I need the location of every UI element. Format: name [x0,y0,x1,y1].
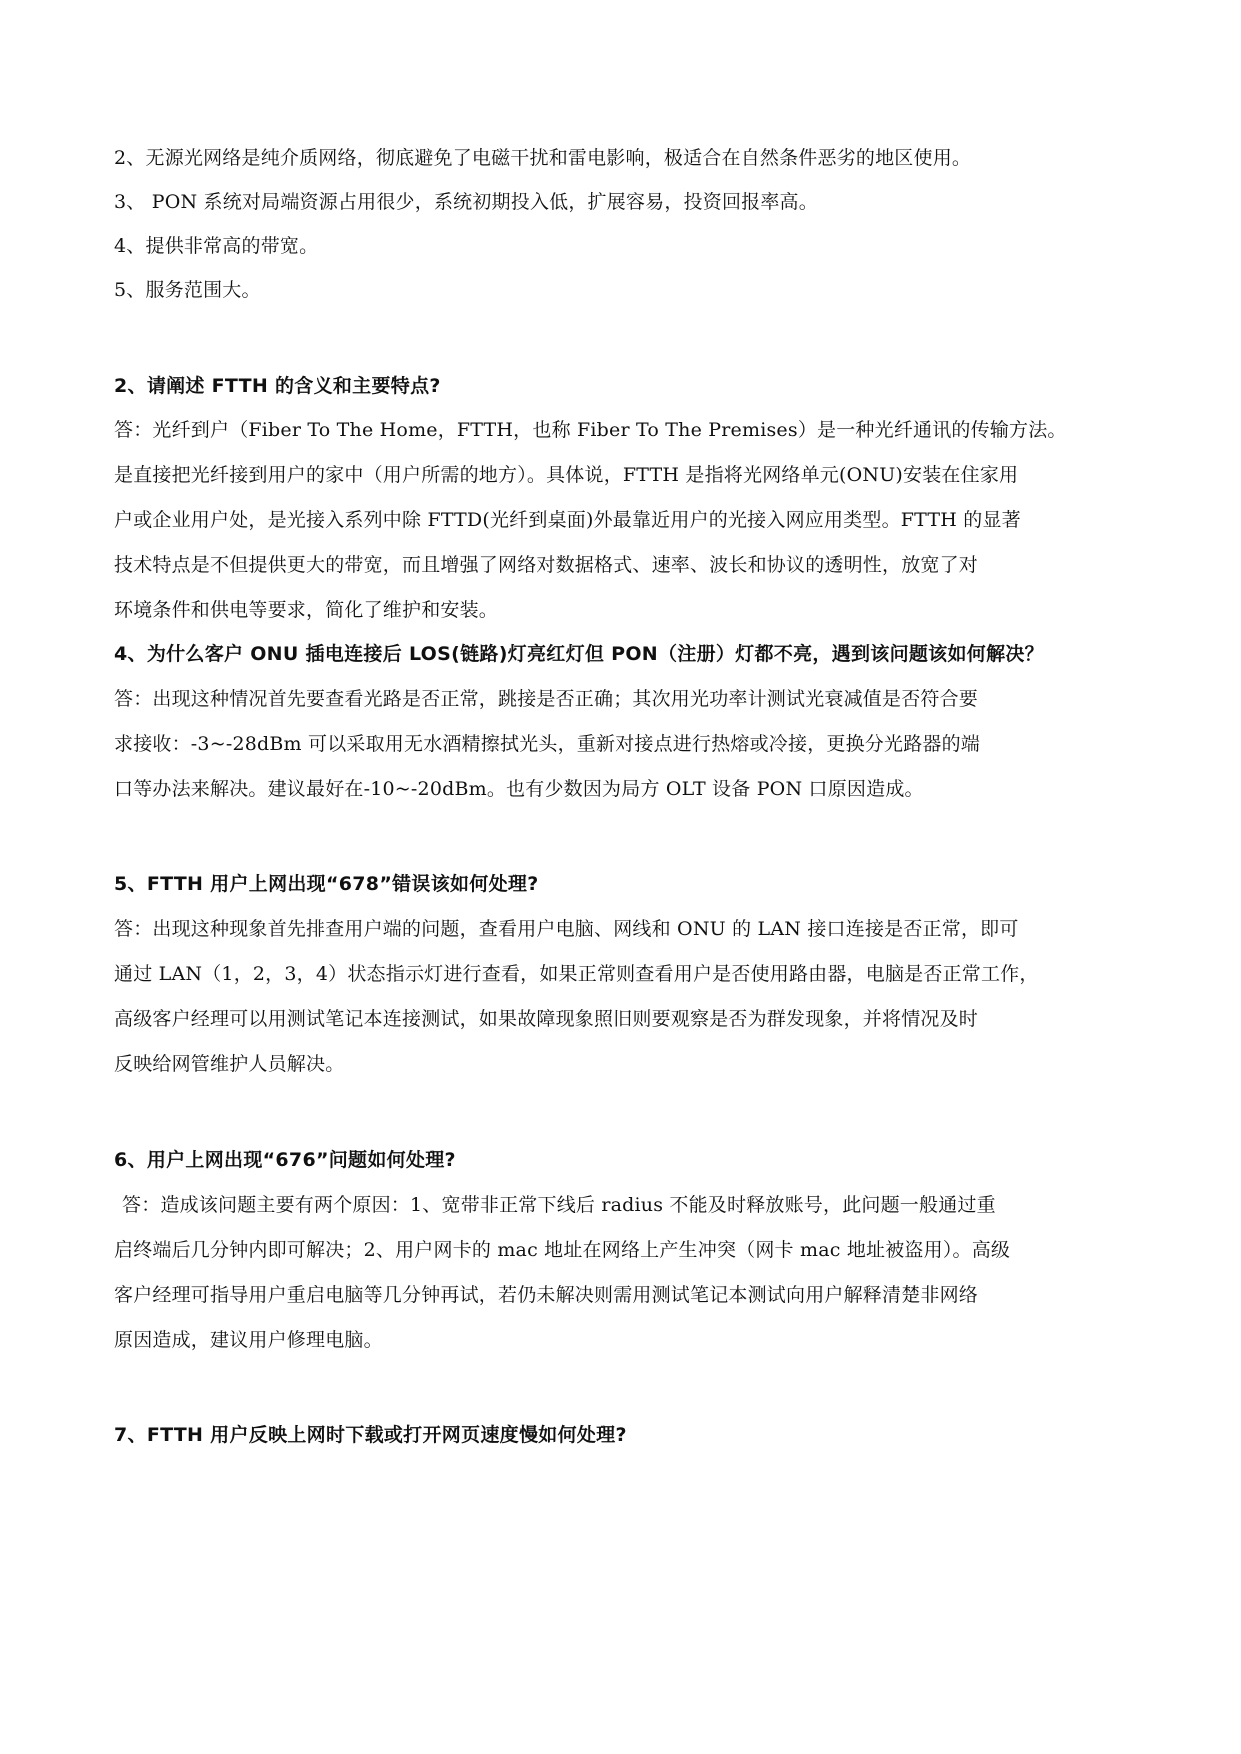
answer-line: 求接收：-3~-28dBm 可以采取用无水酒精擦拭光头，重新对接点进行热熔或冷接，更换分光路器的端 [114,733,981,755]
question-heading: 4、为什么客户 ONU 插电连接后 LOS(链路)灯亮红灯但 PON（注册）灯都不亮，遇到该问题该如何解决？ [114,643,1044,665]
answer-line: 是直接把光纤接到用户的家中（用户所需的地方）。具体说，FTTH 是指将光网络单元(ONU)安装在住家用 [114,464,1019,486]
answer-line: 技术特点是不但提供更大的带宽，而且增强了网络对数据格式、速率、波长和协议的透明性，放宽了对 [114,554,979,576]
answer-line: 答：出现这种情况首先要查看光路是否正常，跳接是否正确；其次用光功率计测试光衰减值是否符合要 [114,688,979,710]
question-heading: 7、FTTH 用户反映上网时下载或打开网页速度慢如何处理? [114,1424,627,1446]
answer-line: 客户经理可指导用户重启电脑等几分钟再试，若仍未解决则需用测试笔记本测试向用户解释清楚非网络 [114,1284,979,1306]
answer-line: 答：出现这种现象首先排查用户端的问题，查看用户电脑、网线和 ONU 的 LAN 接口连接是否正常，即可 [114,918,1019,940]
question-heading: 5、FTTH 用户上网出现“678”错误该如何处理? [114,873,539,895]
answer-line: 启终端后几分钟内即可解决；2、用户网卡的 mac 地址在网络上产生冲突（网卡 mac 地址被盗用）。高级 [114,1239,1011,1261]
answer-line: 环境条件和供电等要求，简化了维护和安装。 [114,599,499,621]
question-heading: 6、用户上网出现“676”问题如何处理? [114,1149,456,1171]
list-item: 2、无源光网络是纯介质网络，彻底避免了电磁干扰和雷电影响，极适合在自然条件恶劣的地区使用。 [114,147,972,169]
answer-line: 答：造成该问题主要有两个原因：1、宽带非正常下线后 radius 不能及时释放账号，此问题一般通过重 [122,1194,996,1216]
question-heading: 2、请阐述 FTTH 的含义和主要特点? [114,375,441,397]
list-item: 4、提供非常高的带宽。 [114,235,319,257]
answer-line: 户或企业用户处，是光接入系列中除 FTTD(光纤到桌面)外最靠近用户的光接入网应用类型。FTTH 的显著 [114,509,1021,531]
answer-line: 通过 LAN（1，2，3，4）状态指示灯进行查看，如果正常则查看用户是否使用路由器，电脑是否正常工作， [114,963,1039,985]
answer-line: 原因造成，建议用户修理电脑。 [114,1329,383,1351]
answer-line: 反映给网管维护人员解决。 [114,1053,345,1075]
list-item: 3、 PON 系统对局端资源占用很少，系统初期投入低，扩展容易，投资回报率高。 [114,191,818,213]
answer-line: 口等办法来解决。建议最好在-10~-20dBm。也有少数因为局方 OLT 设备 PON 口原因造成。 [114,778,924,800]
answer-line: 答：光纤到户（Fiber To The Home，FTTH，也称 Fiber To The Premises）是一种光纤通讯的传输方法。 [114,419,1067,441]
list-item: 5、服务范围大。 [114,279,261,301]
answer-line: 高级客户经理可以用测试笔记本连接测试，如果故障现象照旧则要观察是否为群发现象，并将情况及时 [114,1008,979,1030]
